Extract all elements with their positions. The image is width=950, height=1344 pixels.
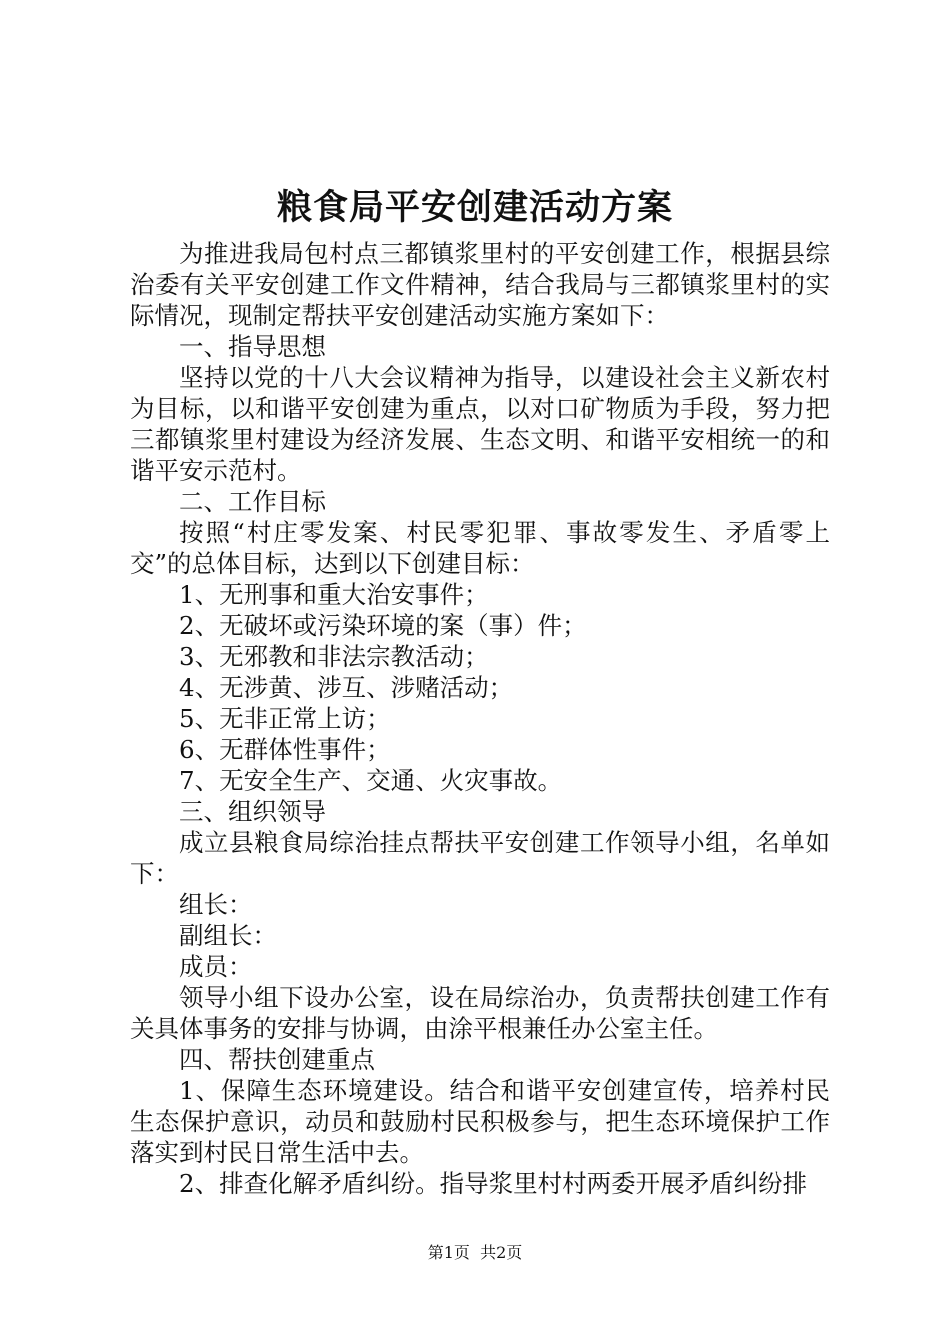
paragraph-intro: 为推进我局包村点三都镇浆里村的平安创建工作，根据县综治委有关平安创建工作文件精神，结合我局与三都镇浆里村的实际情况，现制定帮扶平安创建活动实施方案如下： — [130, 239, 830, 330]
page-footer — [0, 1242, 950, 1264]
goal-item-3: 3、无邪教和非法宗教活动； — [179, 642, 489, 671]
group-leader-line: 组长： — [179, 890, 253, 919]
key-point-1: 1、保障生态环境建设。结合和谐平安创建宣传，培养村民生态保护意识，动员和鼓励村民积极参与，把生态环境保护工作落实到村民日常生活中去。 — [130, 1076, 830, 1167]
paragraph-office: 领导小组下设办公室，设在局综治办，负责帮扶创建工作有关具体事务的安排与协调，由涂平根兼任办公室主任。 — [130, 983, 830, 1043]
members-line: 成员： — [179, 952, 253, 981]
document-body — [130, 238, 830, 1199]
page-number: 第1页 — [427, 1243, 470, 1262]
page-total: 共2页 — [480, 1243, 523, 1262]
section-heading-key-points: 四、帮扶创建重点 — [179, 1045, 375, 1074]
section-heading-organization: 三、组织领导 — [179, 797, 326, 826]
deputy-leader-line: 副组长： — [179, 921, 277, 950]
goal-item-4: 4、无涉黄、涉互、涉赌活动； — [179, 673, 514, 702]
goal-item-1: 1、无刑事和重大治安事件； — [179, 580, 489, 609]
paragraph-work-goals: 按照“村庄零发案、村民零犯罪、事故零发生、矛盾零上交”的总体目标，达到以下创建目标： — [130, 518, 830, 578]
goal-item-6: 6、无群体性事件； — [179, 735, 391, 764]
goal-item-5: 5、无非正常上访； — [179, 704, 391, 733]
section-heading-guiding-ideology: 一、指导思想 — [179, 332, 326, 361]
goal-item-2: 2、无破坏或污染环境的案（事）件； — [179, 611, 587, 640]
key-point-2: 2、排查化解矛盾纠纷。指导浆里村村两委开展矛盾纠纷排 — [179, 1169, 808, 1198]
document-title: 粮食局平安创建活动方案 — [276, 187, 673, 228]
section-heading-work-goals: 二、工作目标 — [179, 487, 326, 516]
paragraph-guiding-ideology: 坚持以党的十八大会议精神为指导，以建设社会主义新农村为目标，以和谐平安创建为重点，以对口矿物质为手段，努力把三都镇浆里村建设为经济发展、生态文明、和谐平安相统一的和谐平安示范村。 — [130, 363, 830, 485]
paragraph-leading-group: 成立县粮食局综治挂点帮扶平安创建工作领导小组，名单如下： — [130, 828, 830, 888]
goal-item-7: 7、无安全生产、交通、火灾事故。 — [179, 766, 563, 795]
